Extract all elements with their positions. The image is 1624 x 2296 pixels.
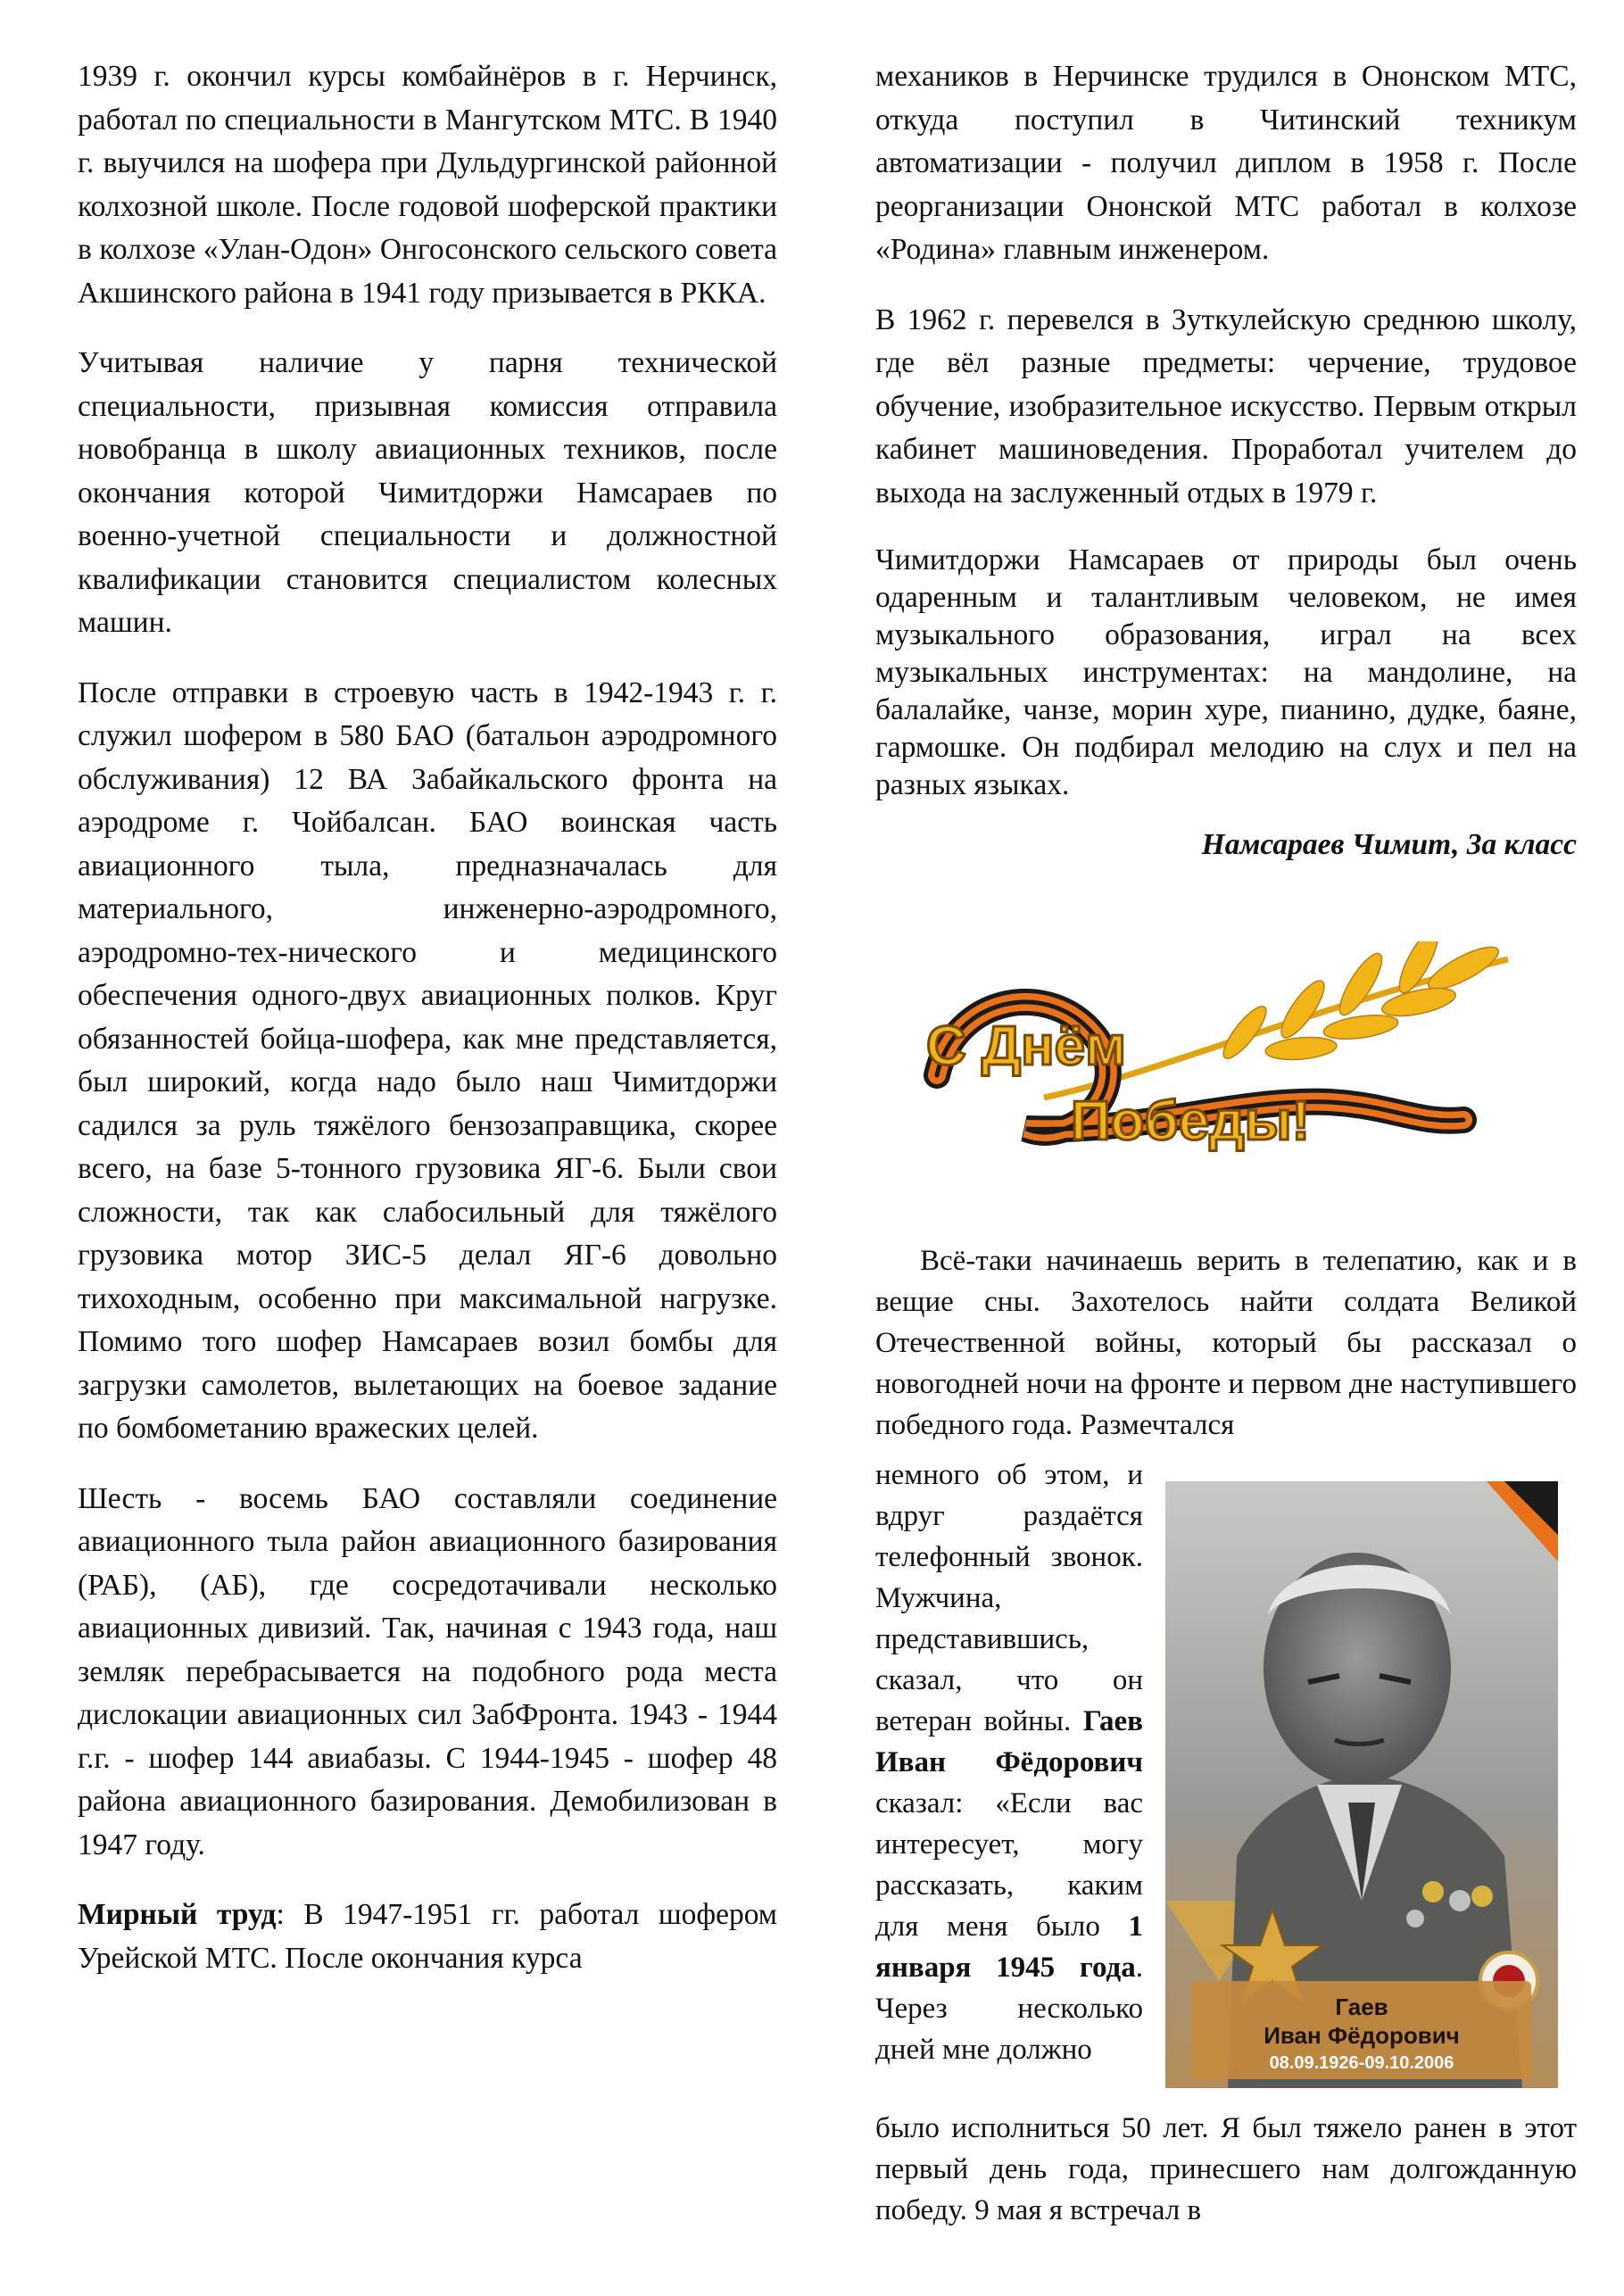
- paragraph-peaceful-work: [78, 1894, 777, 1980]
- author-signature: Намсараев Чимит, 3а класс: [1201, 828, 1577, 861]
- peaceful-work-heading: Мирный труд: [78, 1898, 277, 1931]
- paragraph-phone-call: [875, 1455, 1143, 2070]
- paragraph-teacher: В 1962 г. перевелся в Зуткулейскую среднюю школу, где вёл разные предметы: черчение, трудовое обучение, изобразительное искусство. Первым открыл кабинет машиноведения. Проработал учителем до выхода на заслуженный отдых в 1979 г.: [875, 303, 1577, 510]
- veteran-name: Гаев Иван Фёдорович: [875, 1705, 1143, 1778]
- paragraph-wounded: было исполниться 50 лет. Я был тяжело ранен в этот первый день года, принесшего нам долгожданную победу. 9 мая я встречал в: [875, 2112, 1577, 2226]
- plaque-surname: Гаев: [1335, 1993, 1388, 2020]
- plaque-dates: 08.09.1926-09.10.2006: [1269, 2053, 1454, 2073]
- paragraph-telepathy: Всё-таки начинаешь верить в телепатию, как и в вещие сны. Захотелось найти солдата Великой Отечественной войны, который бы рассказал о новогодней ночи на фронте и первом дне наступившего победного года. Размечтался: [875, 1245, 1577, 1441]
- peaceful-work-text: : В 1947-1951 гг. работал шофером Урейской МТС. После окончания курса: [78, 1898, 778, 1975]
- left-column: [78, 55, 777, 1980]
- gaev-continuation: [875, 2108, 1577, 2231]
- banner-line-1: С Днём: [926, 1015, 1126, 1077]
- paragraph-courses: 1939 г. окончил курсы комбайнёров в г. Нерчинск, работал по специальности в Мангутском МТС. В 1940 г. выучился на шофера при Дульдургинской районной колхозной школе. После годовой шоферской практики в колхозе «Улан-Одон» Онгосонского сельского совета Акшинского района в 1941 году призывается в РККА.: [78, 60, 777, 310]
- paragraph-service: После отправки в строевую часть в 1942-1943 г. г. служил шофером в 580 БАО (батальон аэродромного обслуживания) 12 ВА Забайкальского фронта на аэродроме г. Чойбалсан. БАО воинская часть авиационного тыла, предназначалась для материального, инженерно-аэродромного, аэродромно-тех-нического и медицинского обеспечения одного-двух авиационных полков. Круг обязанностей бойца-шофера, как мне представляется, был широкий, когда надо было наш Чимитдоржи садился за руль тяжёлого бензозаправщика, скорее всего, на базе 5-тонного грузовика ЯГ-6. Были свои сложности, так как слабосильный для тяжёлого грузовика мотор ЗИС-5 делал ЯГ-6 довольно тихоходным, особенно при максимальной нагрузке. Помимо того шофер Намсараев возил бомбы для загрузки самолетов, вылетающих на боевое задание по бомбометанию вражеских целей.: [78, 676, 777, 1445]
- victory-day-banner: [919, 941, 1570, 1173]
- gaev-intro: [875, 1240, 1577, 1446]
- paragraph-air-base: Шесть - восемь БАО составляли соединение авиационного тыла район авиационного базирования (РАБ), (АБ), где сосредотачивали несколько авиационных дивизий. Так, начиная с 1943 года, наш земляк перебрасывается на подобного рода места дислокации авиационных сил ЗабФронта. 1943 - 1944 г.г. - шофер 144 авиабазы. С 1944-1945 - шофер 48 района авиационного базирования. Демобилизован в 1947 году.: [78, 1481, 777, 1861]
- call-text-3: . Через несколько дней мне должно: [875, 1952, 1143, 2066]
- paragraph-mechanics: механиков в Нерчинске трудился в Ононском МТС, откуда поступил в Читинский техникум автоматизации - получил диплом в 1958 г. После реорганизации Ононской МТС работал в колхозе «Родина» главным инженером.: [875, 60, 1577, 266]
- gaev-wrapped-text: [875, 1455, 1143, 2070]
- call-text-1: немного об этом, и вдруг раздаётся телефонный звонок. Мужчина, представившись, сказал, что он ветеран войны.: [875, 1459, 1143, 1737]
- highlighted-date: 1 января 1945 года: [875, 1911, 1143, 1984]
- plaque-given-names: Иван Фёдорович: [1264, 2022, 1460, 2049]
- paragraph-conscription: Учитывая наличие у парня технической специальности, призывная комиссия отправила новобранца в школу авиационных техников, после окончания которой Чимитдоржи Намсараев по военно-учетной специальности и должностной квалификации становится специалистом колесных машин.: [78, 346, 777, 639]
- banner-line-2: Победы!: [1071, 1090, 1311, 1152]
- veteran-portrait: [1165, 1481, 1558, 2088]
- right-column: [875, 55, 1577, 894]
- paragraph-music: Чимитдоржи Намсараев от природы был очень одаренным и талантливым человеком, не имея музыкального образования, играл на всех музыкальных инструментах: на мандолине, на балалайке, чанзе, морин хуре, пианино, дудке, баяне, гармошке. Он подбирал мелодию на слух и пел на разных языках.: [875, 543, 1577, 801]
- call-text-2: сказал: «Если вас интересует, могу рассказать, каким для меня было: [875, 1787, 1143, 1943]
